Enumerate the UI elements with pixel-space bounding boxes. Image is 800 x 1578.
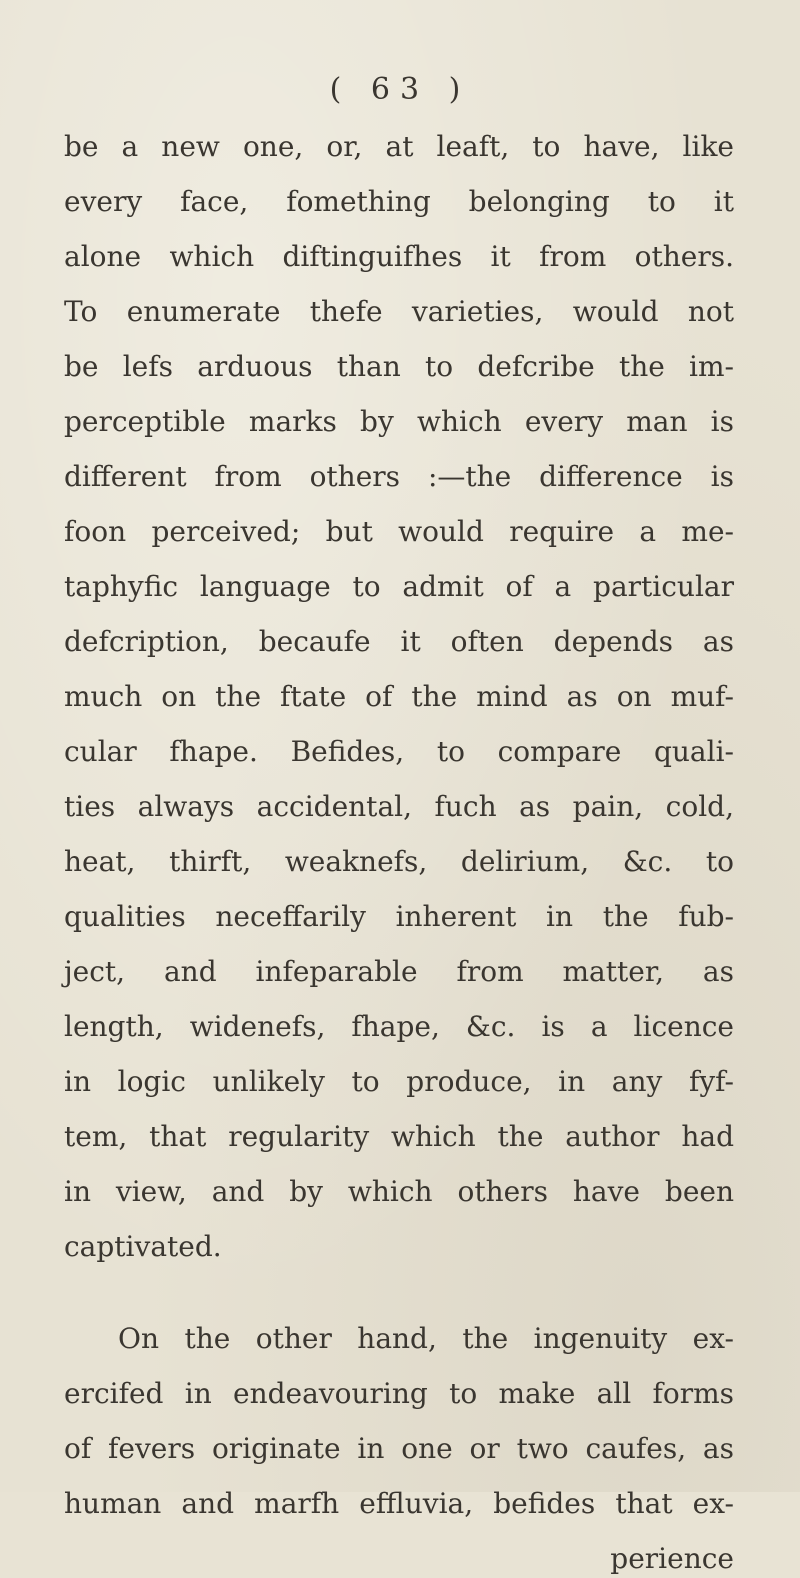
text-line: cular fhape. Befides, to compare quali-: [64, 735, 734, 768]
text-line: be a new one, or, at leaft, to have, like: [64, 130, 734, 163]
text-line: different from others :—the difference is: [64, 460, 734, 493]
text-line: heat, thirft, weaknefs, delirium, &c. to: [64, 845, 734, 878]
text-line: qualities neceffarily inherent in the fub-: [64, 900, 734, 933]
text-line: ject, and infeparable from matter, as: [64, 955, 734, 988]
text-line: in logic unlikely to produce, in any fyf-: [64, 1065, 734, 1098]
text-line: To enumerate thefe varieties, would not: [64, 295, 734, 328]
text-line: defcription, becaufe it often depends as: [64, 625, 734, 658]
text-line: human and marfh effluvia, befides that ex-: [64, 1487, 734, 1520]
text-line: alone which diftinguifhes it from others.: [64, 240, 734, 273]
text-line: On the other hand, the ingenuity ex-: [118, 1322, 734, 1355]
text-line: tem, that regularity which the author had: [64, 1120, 734, 1153]
text-line: ercifed in endeavouring to make all forms: [64, 1377, 734, 1410]
text-line: in view, and by which others have been: [64, 1175, 734, 1208]
catchword: perience: [610, 1542, 734, 1575]
text-line: ties always accidental, fuch as pain, cold,: [64, 790, 734, 823]
text-line: foon perceived; but would require a me-: [64, 515, 734, 548]
page-number: ( 63 ): [329, 72, 471, 107]
text-line: taphyfic language to admit of a particular: [64, 570, 734, 603]
text-line: every face, fomething belonging to it: [64, 185, 734, 218]
text-line: length, widenefs, fhape, &c. is a licence: [64, 1010, 734, 1043]
text-line: perceptible marks by which every man is: [64, 405, 734, 438]
text-line: be lefs arduous than to defcribe the im-: [64, 350, 734, 383]
text-line: of fevers originate in one or two caufes, as: [64, 1432, 734, 1465]
text-line: much on the ftate of the mind as on muf-: [64, 680, 734, 713]
text-line: captivated.: [64, 1230, 222, 1263]
